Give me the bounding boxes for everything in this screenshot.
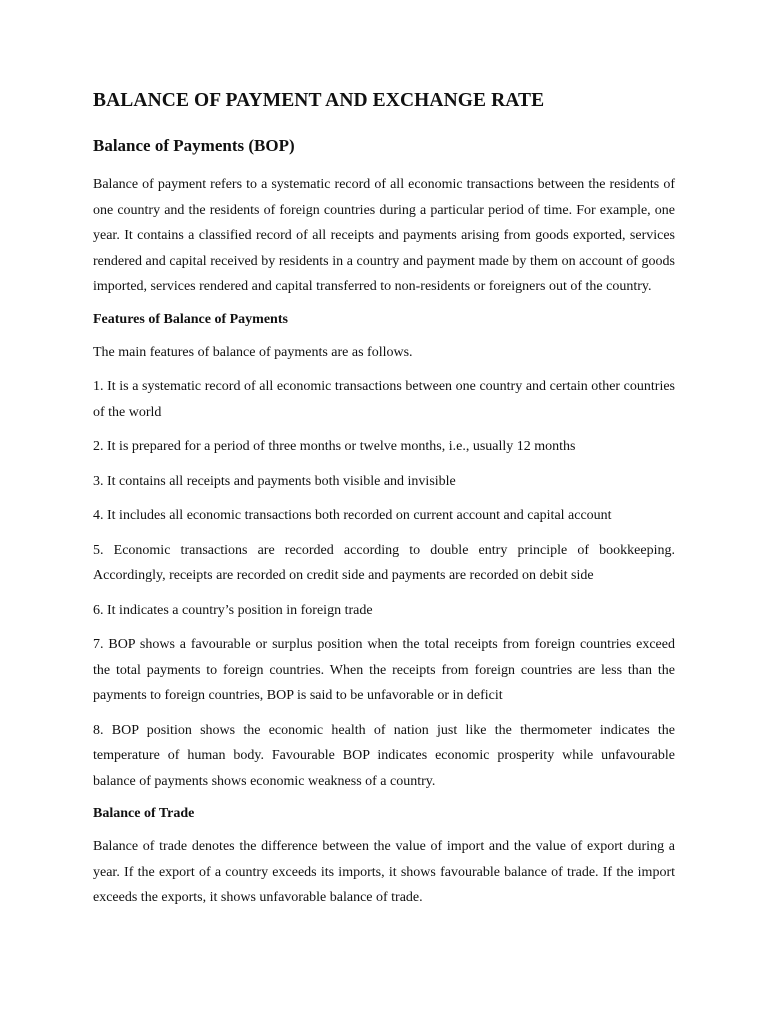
bop-heading: Balance of Payments (BOP) bbox=[93, 136, 295, 155]
document-title: BALANCE OF PAYMENT AND EXCHANGE RATE bbox=[93, 90, 545, 111]
feature-item: 4. It includes all economic transactions both recorded on current account and capital account bbox=[93, 508, 612, 523]
feature-item: 6. It indicates a country’s position in foreign trade bbox=[93, 602, 373, 618]
feature-item: 7. BOP shows a favourable or surplus position when the total receipts from foreign countries exceed the total payments to foreign countries. When the receipts from foreign countries are less than the payments to foreign countries, BOP is said to be unfavorable or in deficit bbox=[93, 637, 675, 703]
trade-paragraph: Balance of trade denotes the difference between the value of import and the value of export during a year. If the export of a country exceeds its imports, it shows favourable balance of trade. If the import exceeds the exports, it shows unfavorable balance of trade. bbox=[93, 839, 675, 905]
feature-item: 3. It contains all receipts and payments both visible and invisible bbox=[93, 473, 456, 489]
features-lead-paragraph: The main features of balance of payments are as follows. bbox=[93, 344, 413, 360]
document-page bbox=[93, 88, 675, 920]
trade-heading: Balance of Trade bbox=[93, 806, 195, 821]
feature-item: 2. It is prepared for a period of three months or twelve months, i.e., usually 12 months bbox=[93, 439, 576, 454]
bop-intro-paragraph: Balance of payment refers to a systematic record of all economic transactions between the residents of one country and the residents of foreign countries during a particular period of time. For example, one year. It contains a classified record of all receipts and payments arising from goods exported, services rendered and capital received by residents in a country and payment made by them on account of goods imported, services rendered and capital transferred to non-residents or foreigners out of the country. bbox=[93, 177, 675, 294]
feature-item: 5. Economic transactions are recorded according to double entry principle of bookkeeping. Accordingly, receipts are recorded on credit side and payments are recorded on debit side bbox=[93, 542, 675, 583]
feature-item: 8. BOP position shows the economic health of nation just like the thermometer indicates the temperature of human body. Favourable BOP indicates economic prosperity while unfavourable balance of payments shows economic weakness of a country. bbox=[93, 722, 675, 789]
features-heading: Features of Balance of Payments bbox=[93, 311, 288, 327]
feature-item: 1. It is a systematic record of all economic transactions between one country and certain other countries of the world bbox=[93, 379, 675, 420]
